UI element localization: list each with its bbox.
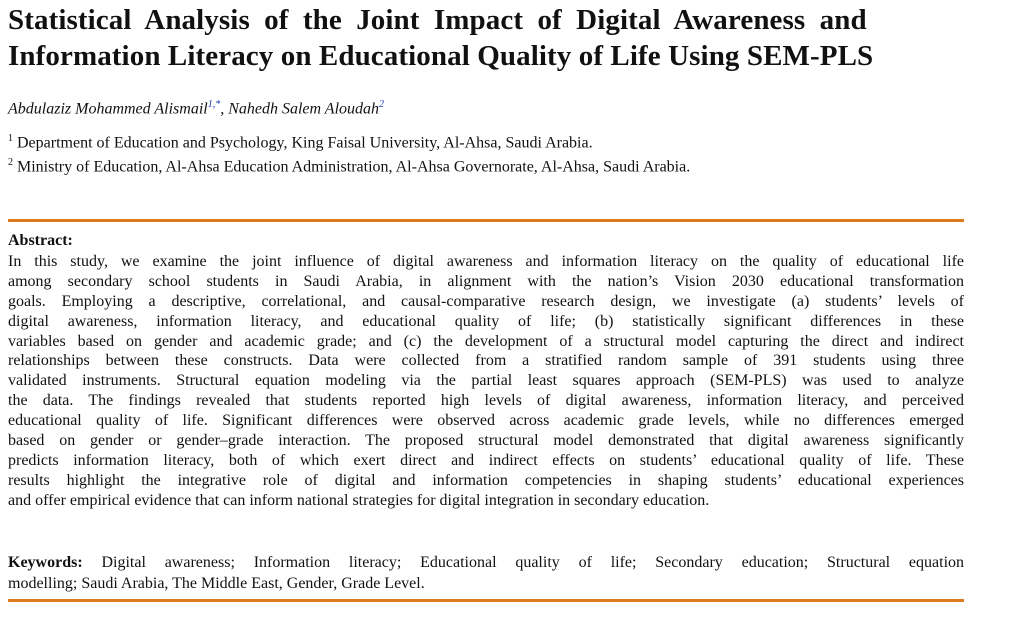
- affiliation: [8, 157, 690, 176]
- abstract-line: In this study, we examine the joint influence of digital awareness and information literacy on the quality of educational life: [8, 253, 964, 270]
- affiliation-text: Department of Education and Psychology, King Faisal University, Al-Ahsa, Saudi Arabia.: [17, 134, 593, 152]
- abstract-line: based on gender or gender–grade interaction. The proposed structural model demonstrated that digital awareness significantly: [8, 432, 964, 450]
- author-name: Abdulaziz Mohammed Alismail: [8, 100, 208, 118]
- keywords-label: Keywords:: [8, 554, 83, 571]
- affiliation-number: 2: [8, 157, 13, 168]
- author-affiliation-marker[interactable]: 2: [379, 99, 385, 110]
- title-line-2: Information Literacy on Educational Quality of Life Using SEM-PLS: [8, 40, 874, 72]
- keywords-line: modelling; Saudi Arabia, The Middle East, Gender, Grade Level.: [8, 575, 425, 592]
- abstract-line: variables based on gender and academic grade; and (c) the development of a structural model capturing the direct and indirect: [8, 332, 964, 350]
- abstract-line: results highlight the integrative role of digital and information competencies in shaping students’ educational experiences: [8, 471, 964, 489]
- author-separator: ,: [220, 100, 229, 118]
- abstract-line: the data. The findings revealed that students reported high levels of digital awareness, information literacy, and perceived: [8, 392, 964, 410]
- abstract-line: educational quality of life. Significant differences were observed across academic grade levels, while no differences emerged: [8, 412, 964, 430]
- abstract-line: validated instruments. Structural equation modeling via the partial least squares approach (SEM-PLS) was used to analyze: [8, 372, 964, 390]
- affiliation-text: Ministry of Education, Al-Ahsa Education Administration, Al-Ahsa Governorate, Al-Ahsa, Saudi Arabia.: [17, 158, 691, 176]
- keywords-line: [8, 552, 964, 573]
- abstract-line: among secondary school students in Saudi Arabia, in alignment with the nation’s Vision 2030 educational transformation: [8, 272, 964, 290]
- author-list: [8, 99, 384, 118]
- section-divider-top: [8, 219, 964, 222]
- paper-title: [8, 2, 1008, 74]
- author-affiliation-marker[interactable]: 1,*: [207, 99, 221, 110]
- abstract-line: predicts information literacy, both of which exert direct and indirect effects on students’ educational quality of life. These: [8, 451, 964, 469]
- title-line-1: Statistical Analysis of the Joint Impact of Digital Awareness and: [8, 4, 867, 36]
- keywords-text: Digital awareness; Information literacy; Educational quality of life; Secondary education; Structural equation: [101, 554, 965, 571]
- affiliation: [8, 133, 593, 152]
- section-divider-bottom: [8, 599, 964, 602]
- abstract-body: [8, 252, 964, 511]
- abstract-line: goals. Employing a descriptive, correlational, and causal-comparative research design, we investigate (a) students’ levels of: [8, 292, 964, 310]
- author-name: Nahedh Salem Aloudah: [228, 100, 380, 118]
- abstract-line: relationships between these constructs. Data were collected from a stratified random sample of 391 students using three: [8, 352, 964, 370]
- keywords-section: [8, 552, 964, 594]
- abstract-heading: Abstract:: [8, 232, 73, 249]
- abstract-line: and offer empirical evidence that can inform national strategies for digital integration in secondary education.: [8, 491, 710, 509]
- affiliation-number: 1: [8, 133, 13, 144]
- abstract-line: digital awareness, information literacy, and educational quality of life; (b) statistically significant differences in these: [8, 312, 964, 330]
